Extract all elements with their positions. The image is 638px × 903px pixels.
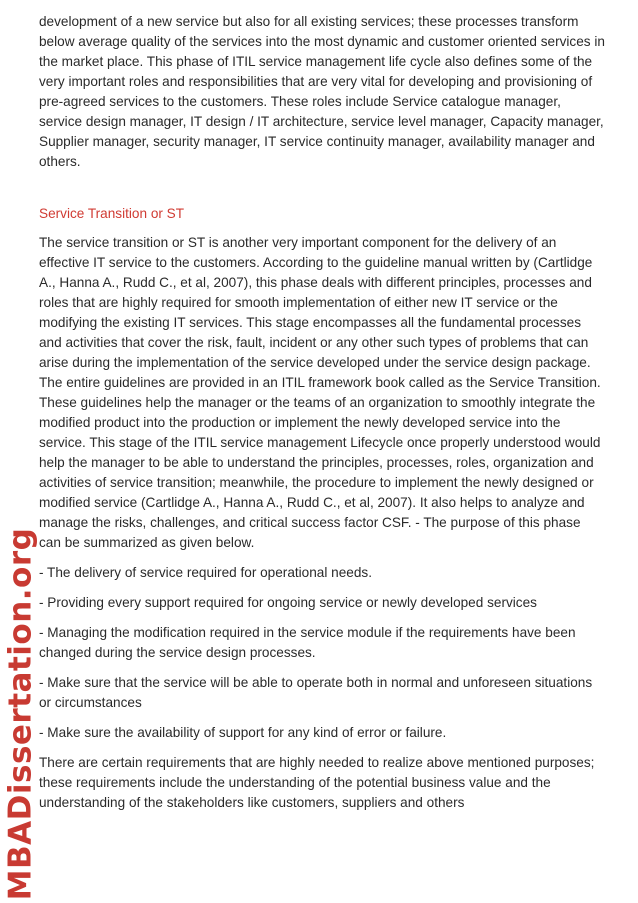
bullet-item: - Make sure the availability of support for any kind of error or failure. [39, 725, 447, 740]
section-heading: Service Transition or ST [39, 206, 185, 221]
document-body [39, 12, 605, 823]
intro-paragraph: development of a new service but also for all existing services; these processes transform below average quality of the services into the most dynamic and customer oriented services in the market place. This phase of ITIL service management life cycle also defines some of the very important roles and responsibilities that are very vital for developing and provisioning of pre-agreed services to the customers. These roles include Service catalogue manager, service design manager, IT design / IT architecture, service level manager, Capacity manager, Supplier manager, security manager, IT service continuity manager, availability manager and others. [39, 14, 605, 169]
bullet-item: - Providing every support required for ongoing service or newly developed services [39, 595, 537, 610]
bullet-item: - The delivery of service required for operational needs. [39, 565, 372, 580]
watermark-text: MBADissertation.org [2, 527, 38, 901]
bullet-item: - Make sure that the service will be able to operate both in normal and unforeseen situations or circumstances [39, 675, 593, 710]
closing-paragraph: There are certain requirements that are highly needed to realize above mentioned purposes; these requirements include the understanding of the potential business value and the understanding of the stakeholders like customers, suppliers and others [39, 755, 595, 810]
body-paragraph: The service transition or ST is another very important component for the delivery of an effective IT service to the customers. According to the guideline manual written by (Cartlidge A., Hanna A., Rudd C., et al, 2007), this phase deals with different principles, processes and roles that are highly required for smooth implementation of either new IT service or the modifying the existing IT services. This stage encompasses all the fundamental processes and activities that cover the risk, fault, incident or any other such types of problems that can arise during the implementation of the service developed under the service design package. The entire guidelines are provided in an ITIL framework book called as the Service Transition. These guidelines help the manager or the teams of an organization to smoothly integrate the modified product into the production or implement the newly developed service into the service. This stage of the ITIL service management Lifecycle once properly understood would help the manager to be able to understand the principles, processes, roles, organization and activities of service transition; meanwhile, the procedure to implement the newly designed or modified service (Cartlidge A., Hanna A., Rudd C., et al, 2007). It also helps to analyze and manage the risks, challenges, and critical success factor CSF. - The purpose of this phase can be summarized as given below. [39, 235, 601, 550]
bullet-item: - Managing the modification required in the service module if the requirements have been changed during the service design processes. [39, 625, 576, 660]
watermark-logo [0, 527, 40, 901]
